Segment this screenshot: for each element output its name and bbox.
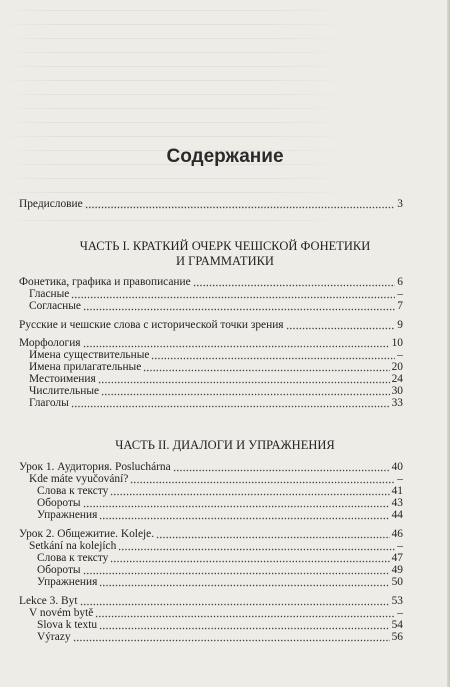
dot-leader: [71, 405, 390, 408]
dot-leader: [71, 296, 395, 299]
page-title: Содержание: [166, 146, 284, 167]
toc-entry-page: 6: [397, 276, 403, 288]
toc-entry-label: Имена прилагательные: [29, 361, 142, 373]
toc-entry-page: 20: [391, 361, 403, 373]
toc-entry-label: Упражнения: [37, 509, 98, 521]
toc-entry-label: Слова к тексту: [37, 485, 109, 497]
toc-entry-label: V novém bytě: [29, 607, 94, 619]
toc-entry-label: Местоимения: [29, 373, 96, 385]
dot-leader: [99, 517, 389, 520]
toc-entry-label: Числительные: [29, 385, 100, 397]
dot-leader: [83, 345, 390, 348]
dot-leader: [99, 584, 389, 587]
dot-leader: [110, 493, 389, 496]
toc-subentry: [29, 300, 403, 313]
toc-entry-page: 44: [391, 509, 403, 521]
toc-entry-label: Согласные: [29, 300, 81, 312]
toc-entry-page: –: [397, 607, 403, 619]
dot-leader: [73, 639, 390, 642]
dot-leader: [286, 327, 396, 330]
toc-entry-label: Урок 2. Общежитие. Koleje.: [19, 528, 155, 540]
toc-subentry: [29, 397, 403, 410]
dot-leader: [80, 603, 390, 606]
toc-entry-label: Фонетика, графика и правописание: [19, 276, 191, 288]
dot-leader: [98, 381, 390, 384]
toc-entry-page: 40: [391, 461, 403, 473]
dot-leader: [156, 536, 390, 539]
toc-entry-page: 33: [391, 397, 403, 409]
toc-entry-label: Обороты: [37, 497, 81, 509]
dot-leader: [110, 560, 389, 563]
toc-entry-label: Имена существительные: [29, 349, 150, 361]
part-2-heading: ЧАСТЬ II. ДИАЛОГИ И УПРАЖНЕНИЯ: [115, 438, 335, 452]
toc-entry-label: Слова к тексту: [37, 552, 109, 564]
toc-entry-label: Морфология: [19, 337, 81, 349]
toc-entry-page: –: [397, 349, 403, 361]
toc-entry-page: 7: [397, 300, 403, 312]
toc-entry-label: Глаголы: [29, 397, 69, 409]
dot-leader: [173, 469, 390, 472]
toc-entry-page: 10: [391, 337, 403, 349]
toc-entry-label: Setkání na kolejích: [29, 540, 117, 552]
dot-leader: [151, 357, 395, 360]
toc-entry-page: –: [397, 288, 403, 300]
toc-entry-page: 3: [397, 198, 403, 210]
toc-entry-label: Slova k textu: [37, 619, 98, 631]
toc-entry-page: 41: [391, 485, 403, 497]
toc-entry-page: 9: [397, 319, 403, 331]
dot-leader: [83, 572, 390, 575]
toc-entry-page: 43: [391, 497, 403, 509]
toc-entry-page: 54: [391, 619, 403, 631]
toc-subentry: [37, 509, 403, 522]
dot-leader: [193, 284, 396, 287]
toc-entry-page: 24: [391, 373, 403, 385]
dot-leader: [118, 548, 395, 551]
dot-leader: [83, 308, 395, 311]
toc-entry-label: Упражнения: [37, 576, 98, 588]
toc-entry-label: Обороты: [37, 564, 81, 576]
toc-entry-page: –: [397, 473, 403, 485]
dot-leader: [85, 206, 396, 209]
toc-entry-preface: [19, 198, 403, 211]
toc-entry-page: 50: [391, 576, 403, 588]
dot-leader: [99, 627, 389, 630]
toc-entry-label: Lekce 3. Byt: [19, 595, 78, 607]
toc-entry-page: 47: [391, 552, 403, 564]
toc-entry-page: 53: [391, 595, 403, 607]
toc-entry-page: 46: [391, 528, 403, 540]
dot-leader: [83, 505, 390, 508]
toc-entry-label: Гласные: [29, 288, 70, 300]
toc-entry-page: 30: [391, 385, 403, 397]
toc-entry-label: Výrazy: [37, 631, 71, 643]
dot-leader: [130, 481, 395, 484]
bleed-through-text: [0, 0, 450, 225]
part-1-heading-line-2: И ГРАММАТИКИ: [176, 254, 274, 268]
toc-entry-label: Урок 1. Аудитория. Posluchárna: [19, 461, 171, 473]
part-1-heading-line-1: ЧАСТЬ I. КРАТКИЙ ОЧЕРК ЧЕШСКОЙ ФОНЕТИКИ: [79, 239, 371, 253]
toc-entry-page: 56: [391, 631, 403, 643]
toc-subentry: [37, 576, 403, 589]
toc-entry-label: Kde máte vyučování?: [29, 473, 129, 485]
toc-entry-label: Русские и чешские слова с исторической точки зрения: [19, 319, 284, 331]
toc-entry-label: Предисловие: [19, 198, 83, 210]
toc-entry: [19, 319, 403, 332]
toc-entry-page: 49: [391, 564, 403, 576]
toc-entry-page: –: [397, 540, 403, 552]
dot-leader: [143, 369, 389, 372]
dot-leader: [101, 393, 390, 396]
part-1-heading: [30, 239, 420, 269]
dot-leader: [95, 615, 395, 618]
toc-subentry: [37, 631, 403, 644]
